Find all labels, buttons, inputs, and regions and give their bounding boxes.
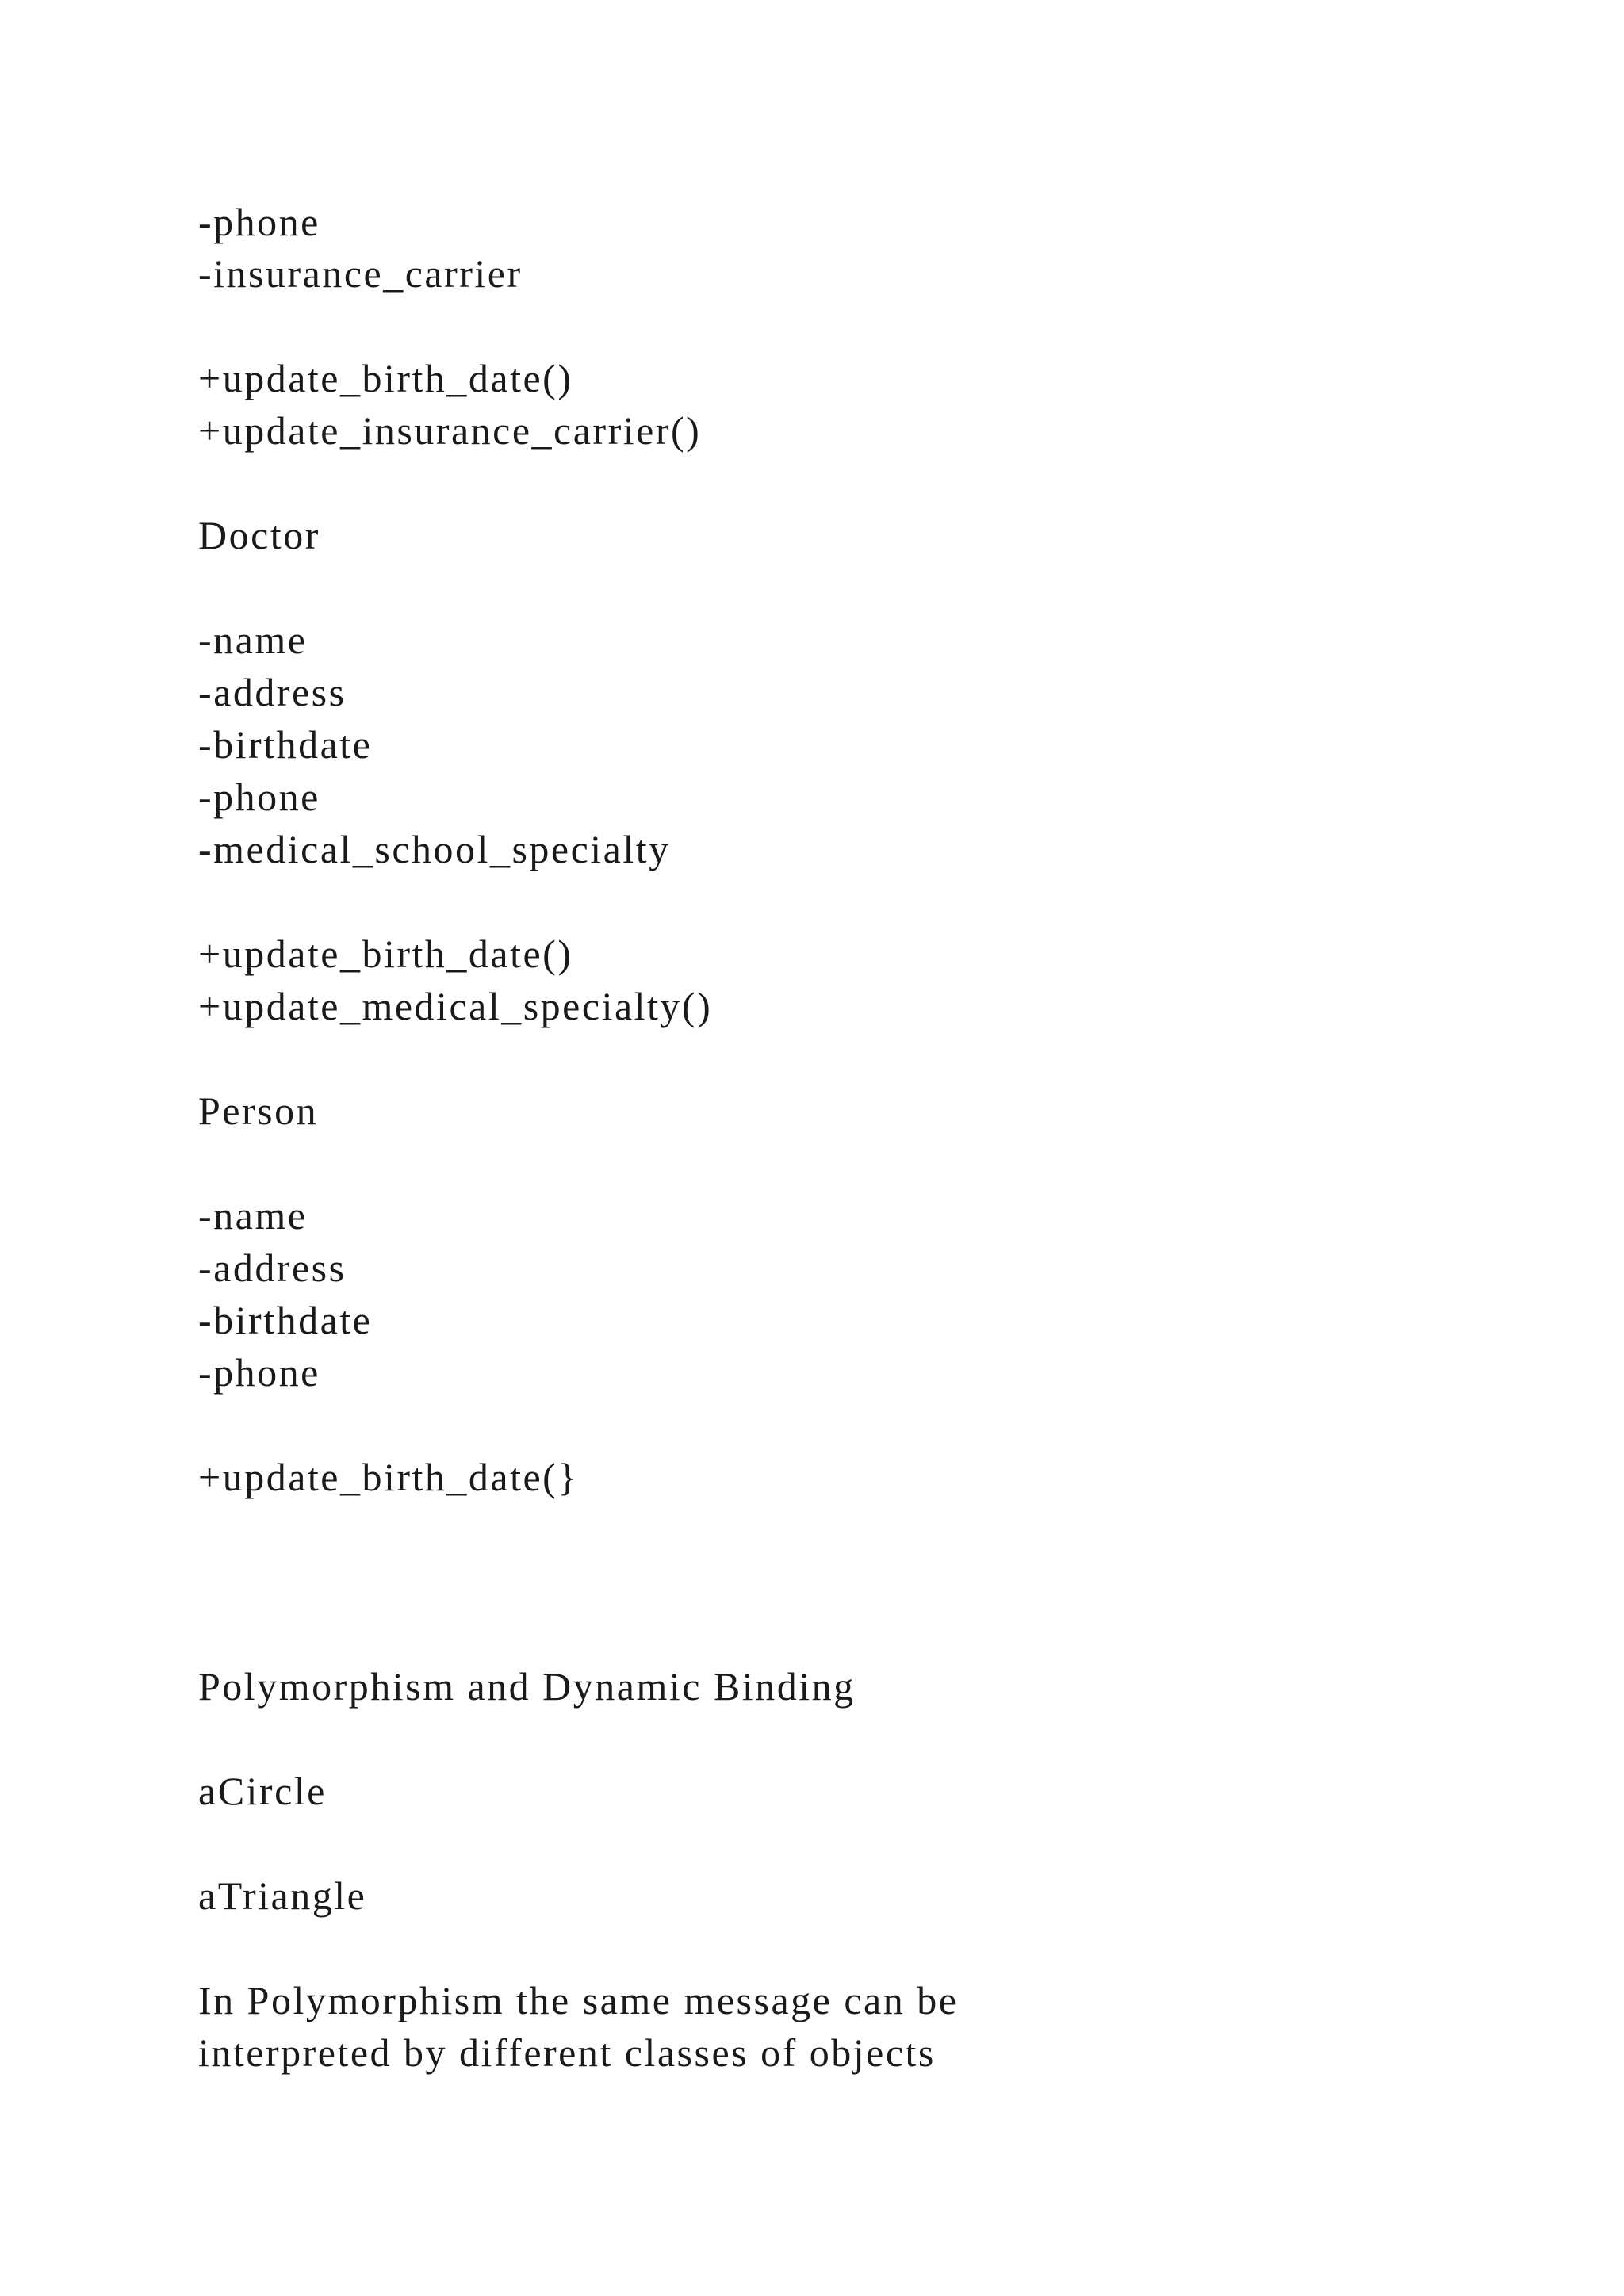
patient-method-update-insurance-carrier: +update_insurance_carrier() bbox=[198, 408, 702, 453]
object-label-triangle: aTriangle bbox=[198, 1873, 367, 1918]
doctor-attribute-address: -address bbox=[198, 670, 347, 714]
doctor-attribute-phone: -phone bbox=[198, 775, 320, 819]
doctor-attribute-birthdate: -birthdate bbox=[198, 722, 373, 767]
person-method-update-birth-date: +update_birth_date(} bbox=[198, 1455, 579, 1499]
polymorphism-heading: Polymorphism and Dynamic Binding bbox=[198, 1664, 856, 1709]
person-attribute-birthdate: -birthdate bbox=[198, 1298, 373, 1342]
person-attribute-name: -name bbox=[198, 1193, 308, 1238]
person-attribute-address: -address bbox=[198, 1246, 347, 1290]
doctor-method-update-medical-specialty: +update_medical_specialty() bbox=[198, 984, 713, 1028]
patient-method-update-birth-date: +update_birth_date() bbox=[198, 356, 573, 400]
doctor-attribute-medical-school-specialty: -medical_school_specialty bbox=[198, 827, 671, 871]
person-attribute-phone: -phone bbox=[198, 1350, 320, 1395]
person-class-name: Person bbox=[198, 1089, 319, 1133]
polymorphism-description-line-1: In Polymorphism the same message can be bbox=[198, 1978, 959, 2022]
doctor-attribute-name: -name bbox=[198, 618, 308, 662]
patient-attribute-phone: -phone bbox=[198, 200, 320, 244]
object-label-circle: aCircle bbox=[198, 1769, 327, 1813]
doctor-class-name: Doctor bbox=[198, 513, 320, 557]
doctor-method-update-birth-date: +update_birth_date() bbox=[198, 932, 573, 976]
polymorphism-description-line-2: interpreted by different classes of objects bbox=[198, 2030, 936, 2075]
patient-attribute-insurance-carrier: -insurance_carrier bbox=[198, 251, 523, 296]
